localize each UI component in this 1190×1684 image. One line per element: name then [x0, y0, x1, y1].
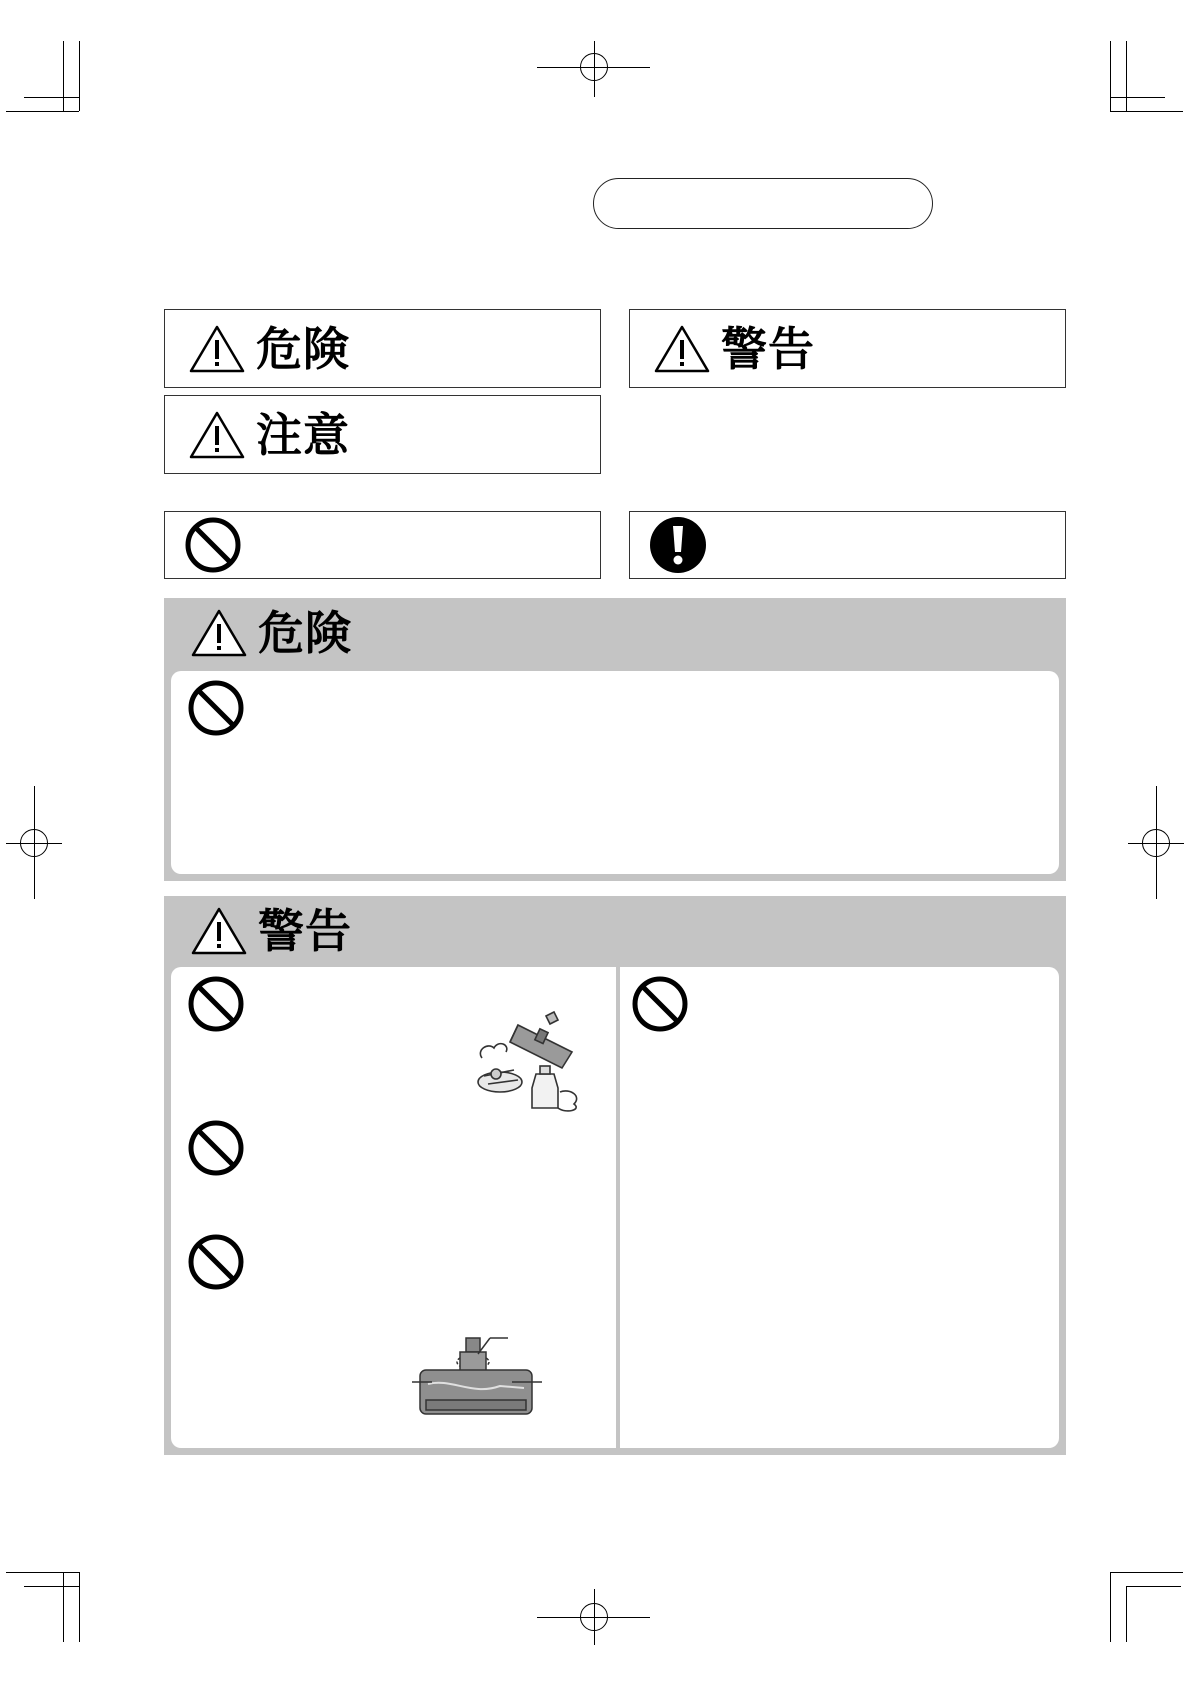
danger-section	[164, 598, 1066, 881]
danger-section-header	[190, 608, 352, 658]
legend-caution-box	[164, 395, 601, 474]
warning-panel-right	[620, 967, 1059, 1448]
prohibited-icon	[187, 975, 245, 1033]
warning-section-title: 警告	[258, 904, 352, 958]
warning-triangle-icon	[188, 410, 246, 460]
danger-panel	[171, 671, 1059, 874]
legend-warning-box	[629, 309, 1066, 388]
prohibited-icon	[184, 516, 242, 574]
prohibited-icon	[187, 1233, 245, 1291]
warning-triangle-icon	[188, 324, 246, 374]
legend-danger-label: 危険	[256, 321, 350, 376]
prohibited-icon	[187, 1119, 245, 1177]
warning-panel-left	[171, 967, 616, 1448]
prohibited-icon	[187, 679, 245, 737]
legend-caution-label: 注意	[256, 407, 350, 462]
danger-section-title: 危険	[258, 606, 352, 660]
mandatory-action-icon	[649, 516, 707, 574]
legend-mandatory-box	[629, 511, 1066, 579]
legend-danger-box	[164, 309, 601, 388]
warning-section-header	[190, 906, 352, 956]
legend-warning-label: 警告	[721, 321, 815, 376]
header-pill	[593, 178, 933, 229]
prohibited-icon	[631, 975, 689, 1033]
warning-triangle-icon	[653, 324, 711, 374]
legend-prohibited-box	[164, 511, 601, 579]
warning-triangle-icon	[190, 608, 248, 658]
nozzle-hazard-illustration	[474, 1010, 584, 1115]
warning-section	[164, 896, 1066, 1455]
warning-triangle-icon	[190, 906, 248, 956]
floor-nozzle-illustration	[412, 1334, 552, 1434]
